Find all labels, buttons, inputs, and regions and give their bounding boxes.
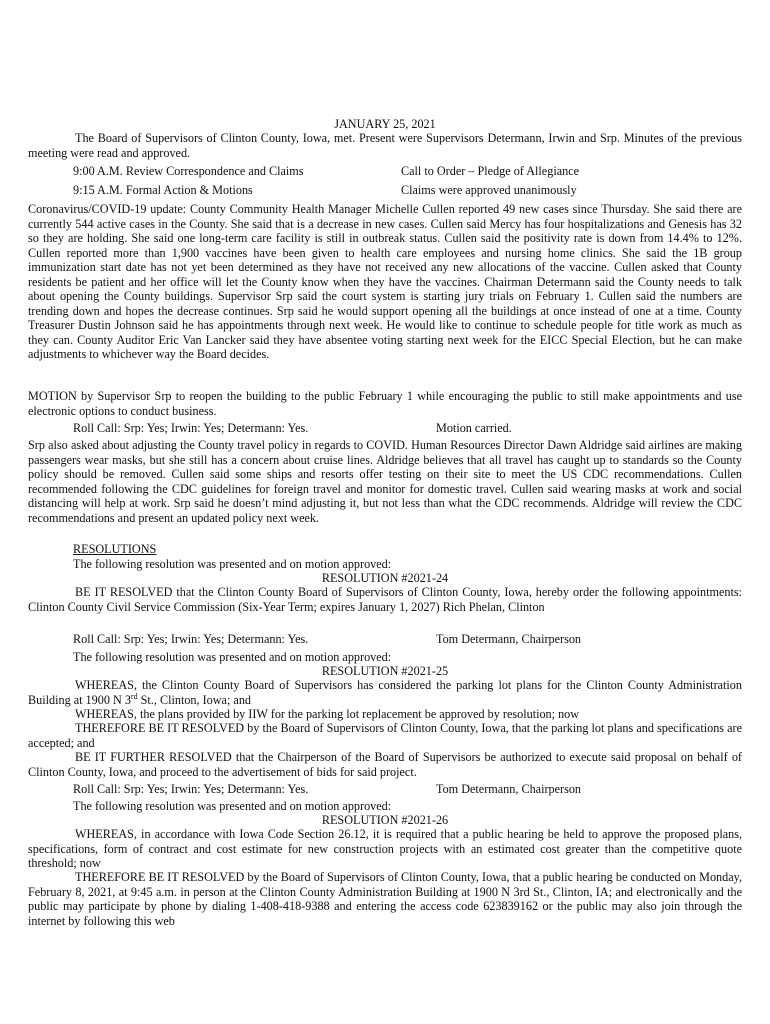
roll-call-row-24 <box>28 632 742 650</box>
motion-carried-text: Motion carried. <box>436 421 512 435</box>
resolutions-heading <box>73 542 156 557</box>
roll-call-text: Roll Call: Srp: Yes; Irwin: Yes; Determann: Yes. <box>73 421 309 435</box>
resolution-26-title: RESOLUTION #2021-26 <box>321 813 449 827</box>
agenda-row-1 <box>28 164 742 182</box>
whereas-1-text-a: WHEREAS, the Clinton County Board of Supervisors has considered the parking lot plans for the Clinton County Administration Building at 1900 N 3 <box>28 678 742 707</box>
date-heading: JANUARY 25, 2021 <box>334 117 436 131</box>
covid-update-paragraph: Coronavirus/COVID-19 update: County Community Health Manager Michelle Cullen reported 49 new cases since Thursday. She said there are currently 544 active cases in the County. She said that is a decrease in new cases. Cullen said Mercy has four hospitalizations and Genesis has 32 so they are holding. She said one long-term care facility is still in outbreak status. Cullen said the positivity rate is down from 14.4% to 12%. Cullen reported more than 1,900 vaccines have been given to health care employees and nursing home clinics. She said the 1B group immunization start date has not yet been determined as they have not received any new allocations of the vaccine. Cullen asked that County residents be patient and her office will let the County know when they have the vaccines. Chairman Determann said the County needs to talk about opening the County buildings. Supervisor Srp said the court system is starting jury trials on February 1. Cullen said the numbers are trending down and hopes the decrease continues. Srp said he would support opening all the buildings at once instead of one at a time. County Treasurer Dustin Johnson said he has appointments through next week. He would like to continue to schedule people for title work as much as they can. County Auditor Eric Van Lancker said they have absentee voting starting next week for the EICC Special Election, but he can make adjustments to whichever way the Board decides. <box>28 202 742 361</box>
chairperson-signature: Tom Determann, Chairperson <box>436 782 582 796</box>
agenda-time-1: 9:00 A.M. Review Correspondence and Claims <box>73 164 304 178</box>
travel-policy-paragraph: Srp also asked about adjusting the County travel policy in regards to COVID. Human Resources Director Dawn Aldridge said airlines are making passengers wear masks, but she still has a concern about cruise lines. Aldridge believes that all travel has caught up to standards so the County policy should be removed. Cullen said some ships and resorts offer testing on their site to meet the US CDC recommendations. Cullen recommended following the CDC guidelines for foreign travel and monitor for domestic travel. Cullen said wearing masks at work and social distancing will help at work. Srp said he doesn’t mind adjusting it, but not less than what the CDC recommends. Aldridge will review the CDC recommendations and present an updated policy next week. <box>28 438 742 525</box>
resolution-24-title: RESOLUTION #2021-24 <box>321 571 449 585</box>
resolution-25-whereas-1 <box>28 678 742 707</box>
intro-paragraph: The Board of Supervisors of Clinton County, Iowa, met. Present were Supervisors Determann, Irwin and Srp. Minutes of the previous meeting were read and approved. <box>28 131 742 160</box>
presented-text-25: The following resolution was presented and on motion approved: <box>73 650 392 664</box>
whereas-1-text-b: St., Clinton, Iowa; and <box>137 692 252 707</box>
resolution-25-whereas-2: WHEREAS, the plans provided by IIW for the parking lot replacement be approved by resolution; now <box>75 707 580 721</box>
presented-text-26: The following resolution was presented and on motion approved: <box>73 799 392 813</box>
roll-call-row-1 <box>28 421 742 439</box>
motion-paragraph: MOTION by Supervisor Srp to reopen the building to the public February 1 while encouraging the public to still make appointments and use electronic options to conduct business. <box>28 389 742 418</box>
agenda-right-1: Call to Order – Pledge of Allegiance <box>401 164 580 178</box>
resolution-26-whereas: WHEREAS, in accordance with Iowa Code Section 26.12, it is required that a public hearing be held to approve the proposed plans, specifications, form of contract and cost estimate for new construction projects with an estimated cost greater than the competitive quote threshold; now <box>28 827 742 870</box>
roll-call-text: Roll Call: Srp: Yes; Irwin: Yes; Determann: Yes. <box>73 782 309 796</box>
roll-call-row-25 <box>28 782 742 800</box>
roll-call-text: Roll Call: Srp: Yes; Irwin: Yes; Determann: Yes. <box>73 632 309 646</box>
agenda-row-2 <box>28 183 742 201</box>
presented-text-24: The following resolution was presented and on motion approved: <box>73 557 392 571</box>
agenda-time-2: 9:15 A.M. Formal Action & Motions <box>73 183 253 197</box>
resolutions-heading-text: RESOLUTIONS <box>73 542 157 556</box>
resolution-24-body: BE IT RESOLVED that the Clinton County Board of Supervisors of Clinton County, Iowa, hereby order the following appointments: Clinton County Civil Service Commission (Six-Year Term; expires January 1, 2027) Rich Phelan, Clinton <box>28 585 742 614</box>
agenda-right-2: Claims were approved unanimously <box>401 183 577 197</box>
resolution-25-title: RESOLUTION #2021-25 <box>321 664 449 678</box>
chairperson-signature: Tom Determann, Chairperson <box>436 632 582 646</box>
resolution-26-therefore: THEREFORE BE IT RESOLVED by the Board of Supervisors of Clinton County, Iowa, that a public hearing be conducted on Monday, February 8, 2021, at 9:45 a.m. in person at the Clinton County Administration Building at 1900 N 3rd St., Clinton, IA; and electronically and the public may participate by phone by dialing 1-408-418-9388 and entering the access code 623839162 or the public may also join through the internet by following this web <box>28 870 742 928</box>
whereas-1-superscript: rd <box>130 691 138 701</box>
resolution-25-further: BE IT FURTHER RESOLVED that the Chairperson of the Board of Supervisors be authorized to execute said proposal on behalf of Clinton County, Iowa, and proceed to the advertisement of bids for said project. <box>28 750 742 779</box>
resolution-25-therefore: THEREFORE BE IT RESOLVED by the Board of Supervisors of Clinton County, Iowa, that the parking lot plans and specifications are accepted; and <box>28 721 742 750</box>
